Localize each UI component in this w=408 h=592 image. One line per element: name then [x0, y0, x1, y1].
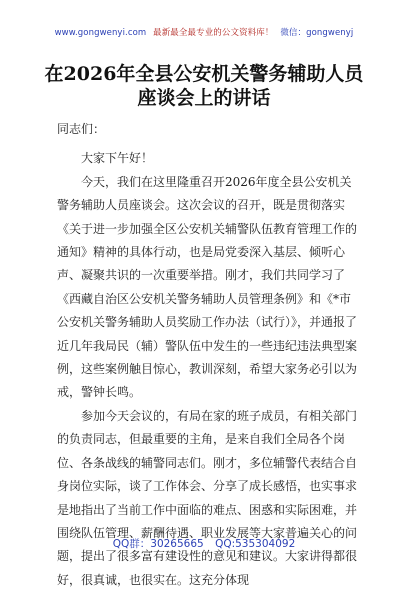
header-slogan: 最新最全最专业的公文资料库！ [153, 28, 274, 38]
document-title: 在2026年全县公安机关警务辅助人员座谈会上的讲话 [44, 63, 364, 109]
salutation: 同志们： [57, 122, 106, 136]
footer-qq: QQ:535304092 [215, 538, 296, 550]
paragraph-greeting: 大家下午好！ [81, 151, 154, 166]
footer-qq-group: QQ群：30265665 [112, 538, 204, 550]
page-header [0, 26, 408, 38]
page-footer [0, 536, 408, 551]
website-link[interactable]: www.gongwenyi.com [54, 28, 147, 38]
header-wechat: 微信：gongwenyj [280, 28, 354, 38]
document-body [57, 118, 361, 592]
paragraph-intro: 今天，我们在这里隆重召开2026年度全县公安机关警务辅助人员座谈会。这次会议的召开，既是贯彻落实《关于进一步加强全区公安机关辅警队伍教育管理工作的通知》精神的具体行动，也是局党委深入基层、倾听心声、凝聚共识的一次重要举措。刚才，我们共同学习了《西藏自治区公安机关警务辅助人员管理条例》和《*市公安机关警务辅助人员奖励工作办法（试行）》，并通报了近几年我局民（辅）警队伍中发生的一些违纪违法典型案例，这些案例触目惊心，教训深刻，希望大家务必引以为戒，警钟长鸣。 [57, 174, 358, 400]
paragraph-participants: 参加今天会议的，有局在家的班子成员，有相关部门的负责同志，但最重要的主角，是来自我们全局各个岗位、各条战线的辅警同志们。刚才，多位辅警代表结合自身岗位实际，谈了工作体会、分享了成长感悟，也实事求是地指出了当前工作中面临的难点、困惑和实际困难，并围绕队伍管理、薪酬待遇、职业发展等大家普遍关心的问题，提出了很多富有建设性的意见和建议。大家讲得都很好，很真诚，也很实在。这充分体现 [57, 408, 358, 587]
